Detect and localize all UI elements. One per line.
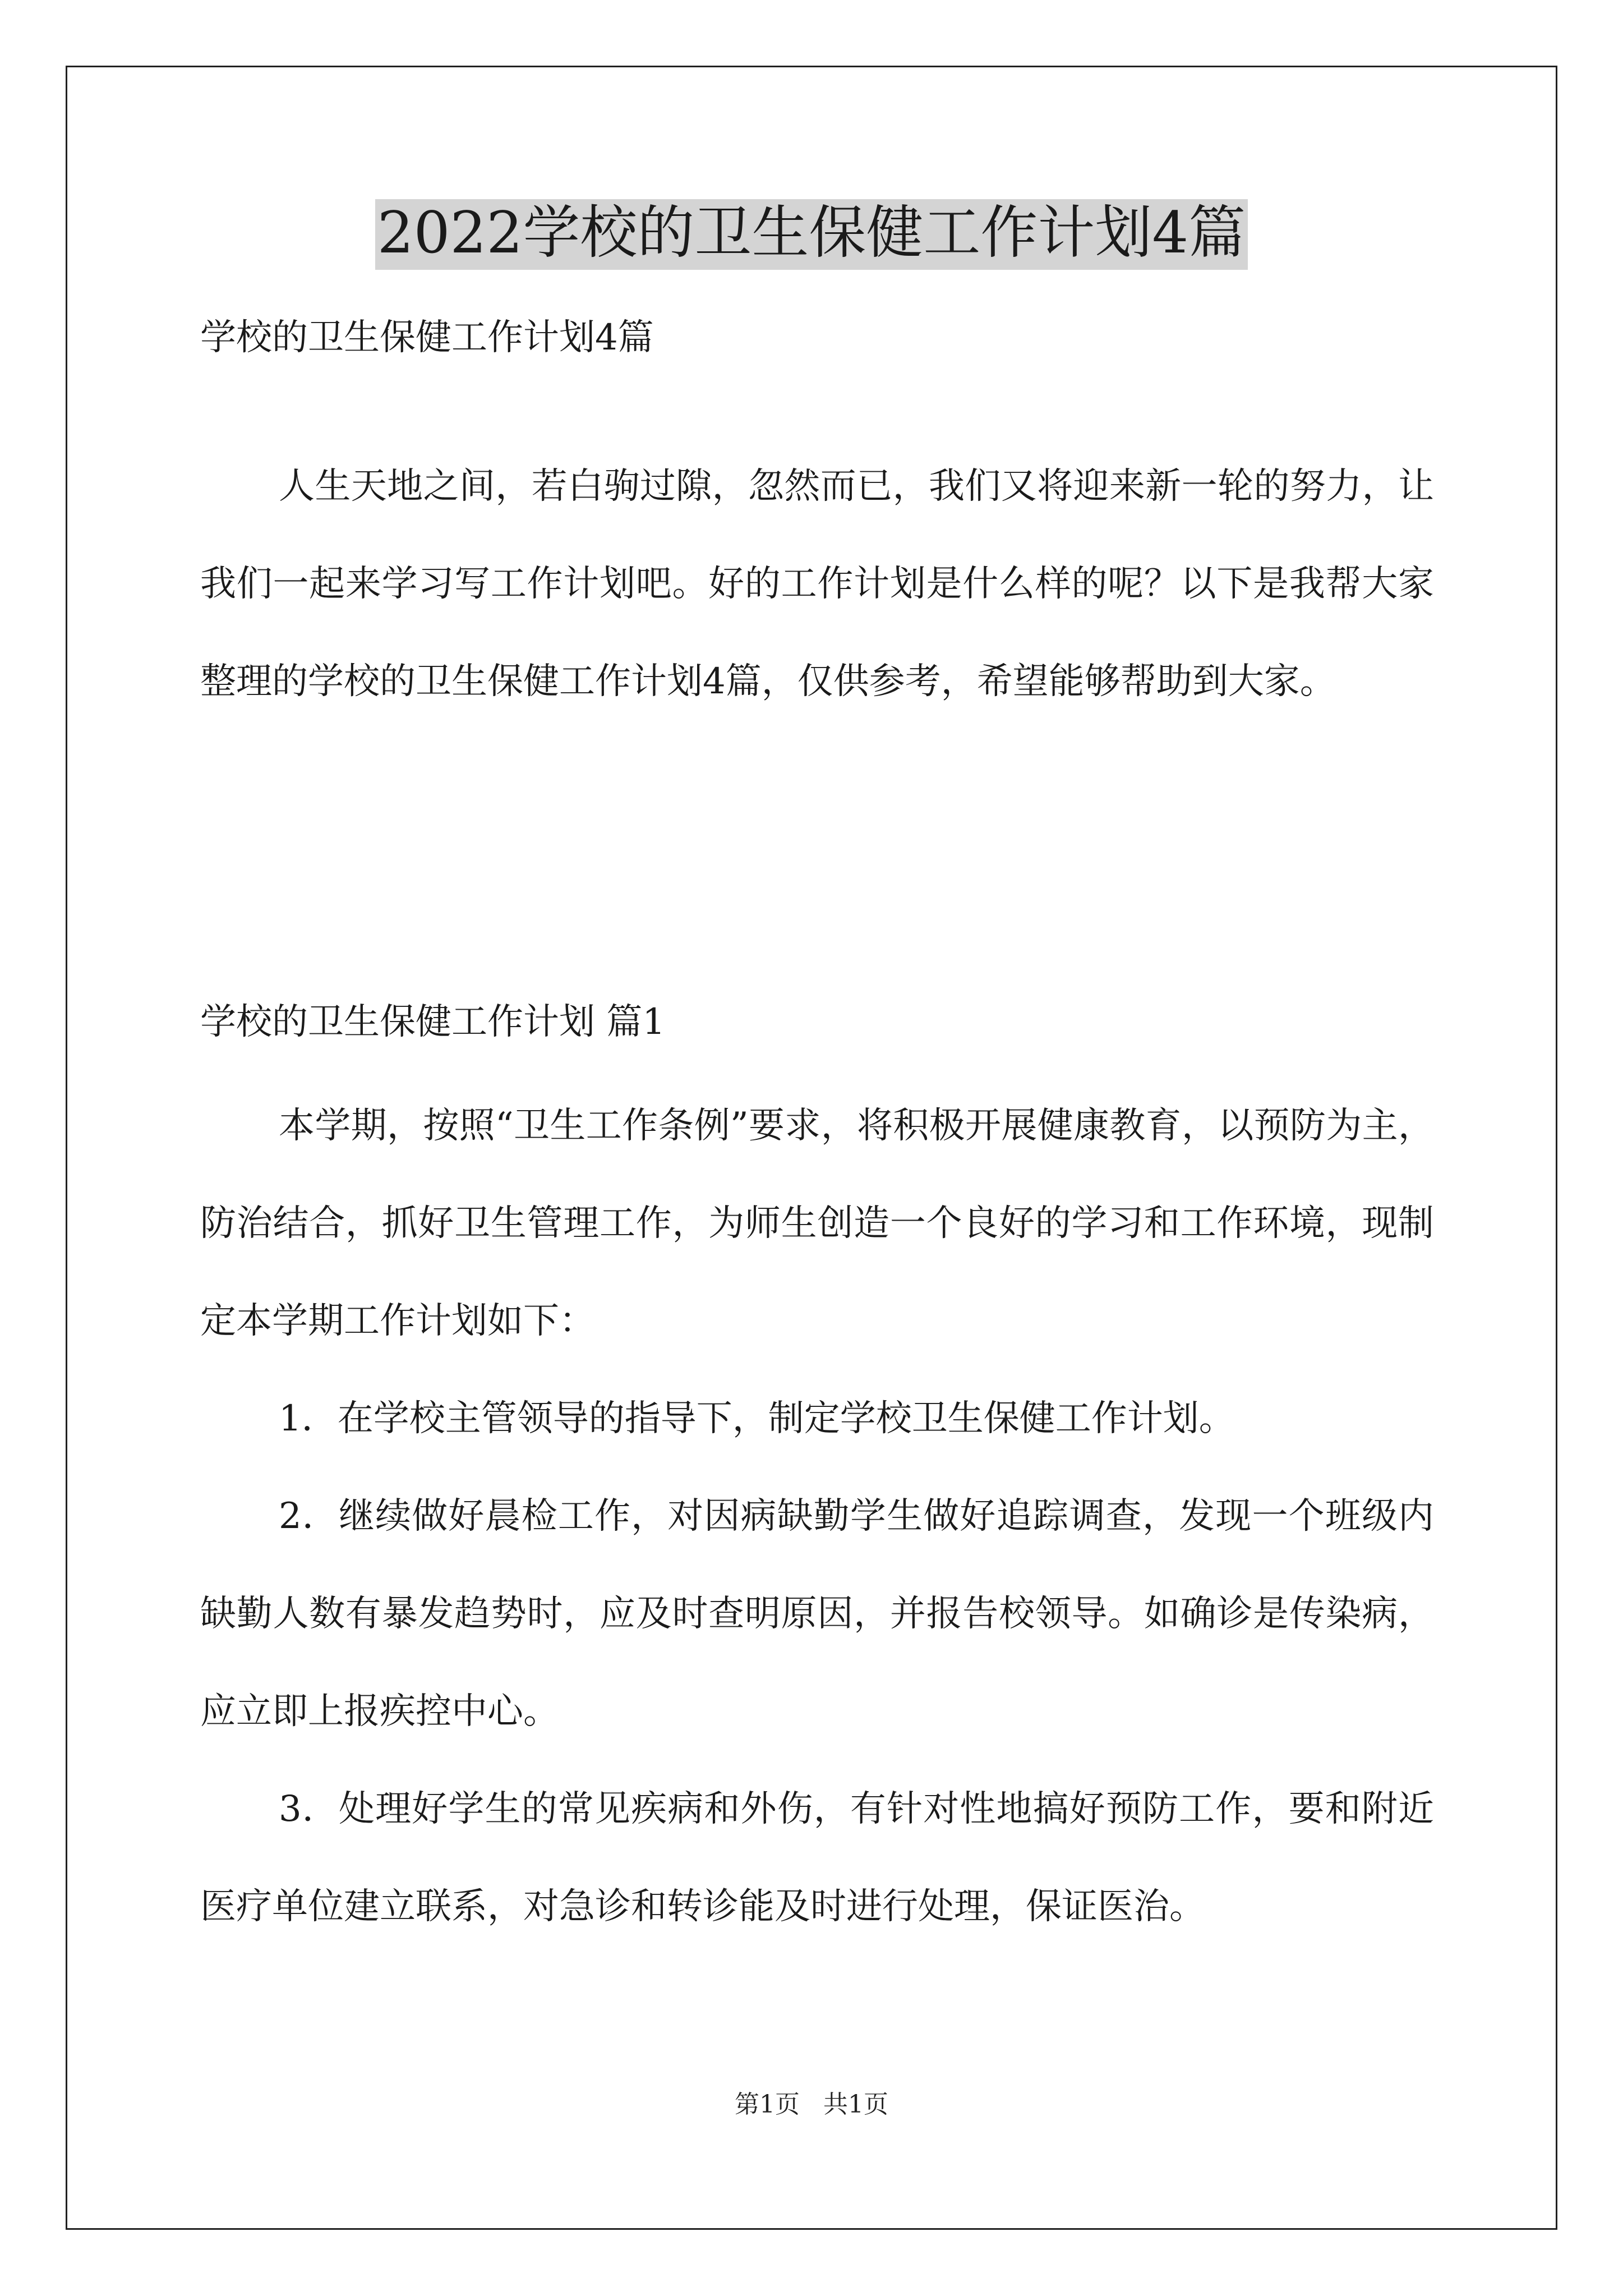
body-paragraph-3: 2．继续做好晨检工作，对因病缺勤学生做好追踪调查，发现一个班级内缺勤人数有暴发趋势时，应及时查明原因，并报告校领导。如确诊是传染病，应立即上报疾控中心。 [200, 1496, 1434, 1732]
intro-paragraph: 人生天地之间，若白驹过隙，忽然而已，我们又将迎来新一轮的努力，让我们一起来学习写工作计划吧。好的工作计划是什么样的呢？以下是我帮大家整理的学校的卫生保健工作计划4篇，仅供参考，希望能够帮助到大家。 [200, 466, 1434, 702]
page-total: 共1页 [823, 2090, 888, 2119]
document-title-text: 2022学校的卫生保健工作计划4篇 [375, 199, 1248, 270]
section-heading: 学校的卫生保健工作计划 篇1 [200, 1001, 666, 1043]
document-title [0, 199, 1623, 270]
page-number: 第1页 [735, 2090, 800, 2119]
body-paragraph-4: 3．处理好学生的常见疾病和外伤，有针对性地搞好预防工作，要和附近医疗单位建立联系，对急诊和转诊能及时进行处理，保证医治。 [200, 1788, 1434, 1927]
body-paragraph-1: 本学期，按照“卫生工作条例”要求，将积极开展健康教育，以预防为主，防治结合，抓好卫生管理工作，为师生创造一个良好的学习和工作环境，现制定本学期工作计划如下： [200, 1105, 1434, 1342]
body-paragraph-2: 1．在学校主管领导的指导下，制定学校卫生保健工作计划。 [279, 1398, 1235, 1439]
page-footer [0, 2084, 1623, 2120]
document-subtitle: 学校的卫生保健工作计划4篇 [200, 317, 654, 358]
